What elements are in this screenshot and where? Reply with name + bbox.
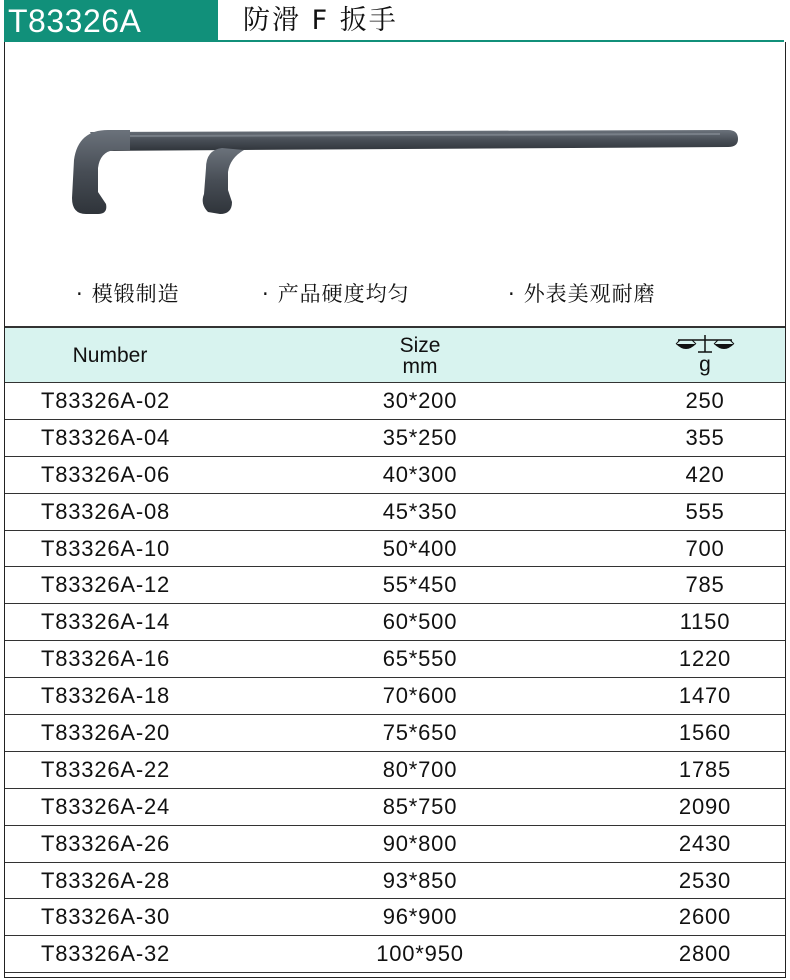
cell-size: 65*550 [382, 646, 458, 672]
cell-number: T83326A-28 [41, 867, 171, 893]
cell-weight: 1150 [679, 609, 731, 635]
cell-size: 50*400 [382, 535, 458, 561]
cell-weight: 1785 [678, 756, 732, 782]
cell-number: T83326A-30 [41, 904, 171, 930]
table-row [5, 936, 785, 973]
cell-weight: 2090 [678, 793, 732, 819]
cell-size: 93*850 [382, 867, 458, 893]
cell-number: T83326A-04 [41, 424, 171, 450]
cell-weight: 1220 [678, 646, 732, 672]
table-row [5, 531, 785, 568]
cell-number: T83326A-10 [41, 535, 171, 561]
cell-size: 80*700 [382, 756, 458, 782]
cell-number: T83326A-16 [41, 646, 171, 672]
feature-item [76, 274, 180, 314]
table-body [5, 383, 785, 973]
cell-weight: 250 [685, 388, 725, 413]
header-bar [0, 0, 790, 42]
table-row [5, 604, 785, 641]
scale-icon [674, 332, 736, 354]
cell-weight: 2800 [678, 941, 732, 967]
cell-number: T83326A-14 [41, 609, 171, 635]
cell-size: 90*800 [382, 830, 458, 856]
column-header-size [365, 328, 475, 390]
cell-size: 70*600 [382, 683, 458, 709]
table-row [5, 863, 785, 900]
size-label: Size [399, 334, 441, 357]
table-header [5, 326, 785, 383]
cell-weight: 2600 [678, 904, 732, 930]
cell-weight: 420 [685, 461, 725, 487]
cell-size: 75*650 [382, 720, 458, 746]
cell-number: T83326A-18 [41, 683, 171, 709]
cell-number: T83326A-24 [41, 793, 171, 819]
cell-number: T83326A-06 [41, 461, 171, 487]
feature-item [508, 274, 656, 314]
table-row [5, 383, 785, 420]
cell-size: 40*300 [382, 461, 458, 487]
cell-size: 100*950 [376, 941, 464, 967]
cell-size: 45*350 [382, 498, 458, 524]
cell-size: 35*250 [382, 424, 458, 450]
table-row [5, 715, 785, 752]
table-row [5, 678, 785, 715]
cell-weight: 555 [685, 498, 725, 524]
table-row [5, 494, 785, 531]
cell-size: 96*900 [382, 904, 458, 930]
feature-text: 产品硬度均匀 [277, 282, 410, 306]
table-row [5, 420, 785, 457]
cell-size: 30*200 [382, 388, 458, 413]
cell-size: 85*750 [382, 793, 458, 819]
bullet: · [262, 282, 270, 306]
cell-weight: 355 [685, 424, 725, 450]
product-code-badge: T83326A [4, 0, 218, 42]
cell-weight: 700 [685, 535, 725, 561]
f-wrench-illustration [60, 110, 750, 230]
cell-weight: 2530 [678, 867, 732, 893]
feature-text: 模锻制造 [91, 282, 180, 306]
cell-number: T83326A-20 [41, 720, 171, 746]
column-header-weight [665, 328, 745, 387]
cell-weight: 2430 [678, 830, 732, 856]
table-row [5, 752, 785, 789]
cell-number: T83326A-12 [41, 572, 171, 598]
cell-size: 60*500 [382, 609, 458, 635]
table-row [5, 641, 785, 678]
cell-weight: 785 [685, 572, 725, 598]
column-header-number: Number [72, 344, 148, 367]
feature-text: 外表美观耐磨 [523, 282, 656, 306]
cell-number: T83326A-26 [41, 830, 171, 856]
product-title: 防滑 F 扳手 [243, 5, 398, 36]
table-row [5, 899, 785, 936]
bullet: · [508, 282, 516, 306]
cell-number: T83326A-22 [41, 756, 171, 782]
table-row [5, 457, 785, 494]
spec-table [5, 326, 785, 973]
cell-number: T83326A-02 [41, 388, 171, 413]
cell-size: 55*450 [382, 572, 458, 598]
feature-item [262, 274, 410, 314]
cell-number: T83326A-08 [41, 498, 171, 524]
table-row [5, 567, 785, 604]
bullet: · [76, 282, 84, 306]
cell-weight: 1470 [678, 683, 732, 709]
table-row [5, 826, 785, 863]
cell-number: T83326A-32 [41, 941, 171, 967]
cell-weight: 1560 [678, 720, 732, 746]
weight-unit: g [699, 353, 711, 376]
size-unit: mm [402, 355, 438, 378]
table-row [5, 789, 785, 826]
feature-list [0, 274, 790, 314]
